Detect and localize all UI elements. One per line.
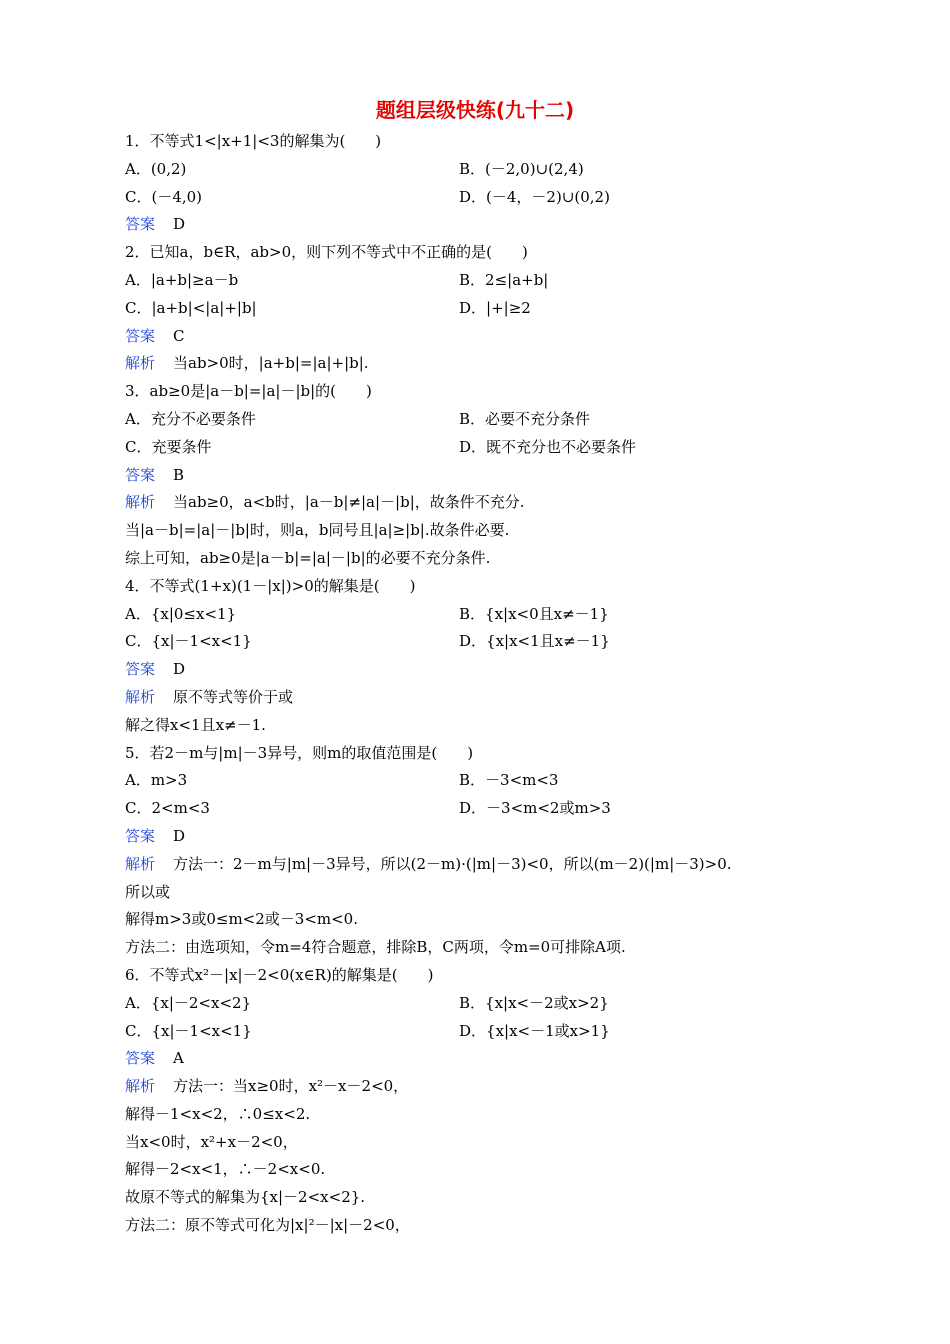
option-right: B．{x|x<－2或x>2} xyxy=(459,993,609,1012)
explanation-label: 解析 xyxy=(125,1077,156,1096)
paragraph-text: 方法二：由选项知，令m=4符合题意，排除B，C两项，令m=0可排除A项. xyxy=(125,938,626,957)
explanation-label: 解析 xyxy=(125,854,156,873)
option-row xyxy=(125,990,825,1018)
option-right: D．|+|≥2 xyxy=(459,298,531,317)
option-left: C．{x|－1<x<1} xyxy=(125,1021,252,1040)
option-row xyxy=(125,184,825,212)
explanation-label: 解析 xyxy=(125,493,156,512)
paragraph-text: 解得－1<x<2，∴0≤x<2. xyxy=(125,1104,311,1123)
question-stem xyxy=(125,378,825,406)
question-stem xyxy=(125,740,825,768)
option-row xyxy=(125,434,825,462)
answer-label: 答案 xyxy=(125,465,156,484)
option-right: B．必要不充分条件 xyxy=(459,409,591,428)
question-text: 3．ab≥0是|a－b|=|a|－|b|的( ) xyxy=(125,382,372,401)
option-left: C．(－4,0) xyxy=(125,187,203,206)
explanation-continued xyxy=(125,879,825,907)
explanation-text: 原不等式等价于或 xyxy=(173,687,294,706)
paragraph-text: 当x<0时，x²+x－2<0， xyxy=(125,1132,298,1151)
explanation-text: 当ab>0时，|a+b|=|a|+|b|. xyxy=(173,354,369,373)
document-body xyxy=(125,128,825,1240)
answer-line xyxy=(125,211,825,239)
answer-label: 答案 xyxy=(125,326,156,345)
answer-label: 答案 xyxy=(125,826,156,845)
option-right: D．－3<m<2或m>3 xyxy=(459,799,611,818)
question-text: 6．不等式x²－|x|－2<0(x∈R)的解集是( ) xyxy=(125,965,434,984)
option-left: A．{x|0≤x<1} xyxy=(125,604,237,623)
paragraph-text: 解之得x<1且x≠－1. xyxy=(125,715,266,734)
answer-value: B xyxy=(173,465,185,484)
option-right: D．(－4，－2)∪(0,2) xyxy=(459,187,610,206)
question-stem xyxy=(125,128,825,156)
option-right: B．{x|x<0且x≠－1} xyxy=(459,604,609,623)
answer-line xyxy=(125,462,825,490)
option-row xyxy=(125,267,825,295)
explanation-continued xyxy=(125,1184,825,1212)
page-title: 题组层级快练(九十二) xyxy=(375,98,575,122)
paragraph-text: 方法二：原不等式可化为|x|²－|x|－2<0， xyxy=(125,1216,410,1235)
paragraph-text: 解得m>3或0≤m<2或－3<m<0. xyxy=(125,910,358,929)
explanation-label: 解析 xyxy=(125,354,156,373)
answer-value: A xyxy=(173,1049,184,1068)
option-left: A．(0,2) xyxy=(125,159,187,178)
question-stem xyxy=(125,239,825,267)
option-row xyxy=(125,628,825,656)
answer-line xyxy=(125,656,825,684)
explanation-line xyxy=(125,1073,825,1101)
explanation-continued xyxy=(125,1156,825,1184)
option-row xyxy=(125,295,825,323)
explanation-continued xyxy=(125,712,825,740)
option-row xyxy=(125,406,825,434)
option-right: B．2≤|a+b| xyxy=(459,270,549,289)
option-left: A．{x|－2<x<2} xyxy=(125,993,252,1012)
question-text: 4．不等式(1+x)(1－|x|)>0的解集是( ) xyxy=(125,576,416,595)
question-stem xyxy=(125,962,825,990)
question-text: 2．已知a，b∈R，ab>0，则下列不等式中不正确的是( ) xyxy=(125,243,528,262)
option-left: A．|a+b|≥a－b xyxy=(125,270,239,289)
option-right: B．－3<m<3 xyxy=(459,771,559,790)
explanation-label: 解析 xyxy=(125,687,156,706)
option-left: A．m>3 xyxy=(125,771,188,790)
paragraph-text: 所以或 xyxy=(125,882,171,901)
explanation-continued xyxy=(125,1101,825,1129)
explanation-continued xyxy=(125,1212,825,1240)
paragraph-text: 综上可知，ab≥0是|a－b|=|a|－|b|的必要不充分条件. xyxy=(125,548,491,567)
option-left: C．{x|－1<x<1} xyxy=(125,632,252,651)
question-stem xyxy=(125,573,825,601)
explanation-line xyxy=(125,489,825,517)
question-text: 1．不等式1<|x+1|<3的解集为( ) xyxy=(125,132,382,150)
explanation-text: 方法一：当x≥0时，x²－x－2<0， xyxy=(173,1077,409,1096)
answer-value: D xyxy=(173,215,186,234)
answer-label: 答案 xyxy=(125,1049,156,1068)
explanation-text: 方法一：2－m与|m|－3异号，所以(2－m)·(|m|－3)<0，所以(m－2)(|m|－3)>0. xyxy=(173,854,732,873)
option-row xyxy=(125,767,825,795)
explanation-line xyxy=(125,684,825,712)
option-left: C．充要条件 xyxy=(125,437,212,456)
option-row xyxy=(125,601,825,629)
explanation-line xyxy=(125,851,825,879)
explanation-text: 当ab≥0，a<b时，|a－b|≠|a|－|b|，故条件不充分. xyxy=(173,493,525,512)
option-right: D．既不充分也不必要条件 xyxy=(459,437,637,456)
explanation-continued xyxy=(125,1129,825,1157)
answer-line xyxy=(125,323,825,351)
explanation-continued xyxy=(125,906,825,934)
answer-line xyxy=(125,823,825,851)
answer-value: C xyxy=(173,326,185,345)
option-right: D．{x|x<－1或x>1} xyxy=(459,1021,610,1040)
option-right: D．{x|x<1且x≠－1} xyxy=(459,632,610,651)
option-right: B．(－2,0)∪(2,4) xyxy=(459,159,584,178)
option-row xyxy=(125,1018,825,1046)
explanation-continued xyxy=(125,517,825,545)
option-row xyxy=(125,156,825,184)
explanation-continued xyxy=(125,545,825,573)
answer-value: D xyxy=(173,826,186,845)
answer-label: 答案 xyxy=(125,215,156,234)
option-left: C．2<m<3 xyxy=(125,799,210,818)
paragraph-text: 解得－2<x<1，∴－2<x<0. xyxy=(125,1160,326,1179)
paragraph-text: 故原不等式的解集为{x|－2<x<2}. xyxy=(125,1188,366,1207)
option-left: A．充分不必要条件 xyxy=(125,409,256,428)
explanation-line xyxy=(125,350,825,378)
answer-label: 答案 xyxy=(125,660,156,679)
explanation-continued xyxy=(125,934,825,962)
option-left: C．|a+b|<|a|+|b| xyxy=(125,298,257,317)
answer-line xyxy=(125,1045,825,1073)
option-row xyxy=(125,795,825,823)
answer-value: D xyxy=(173,660,186,679)
question-text: 5．若2－m与|m|－3异号，则m的取值范围是( ) xyxy=(125,743,474,762)
paragraph-text: 当|a－b|=|a|－|b|时，则a，b同号且|a|≥|b|.故条件必要. xyxy=(125,521,510,540)
